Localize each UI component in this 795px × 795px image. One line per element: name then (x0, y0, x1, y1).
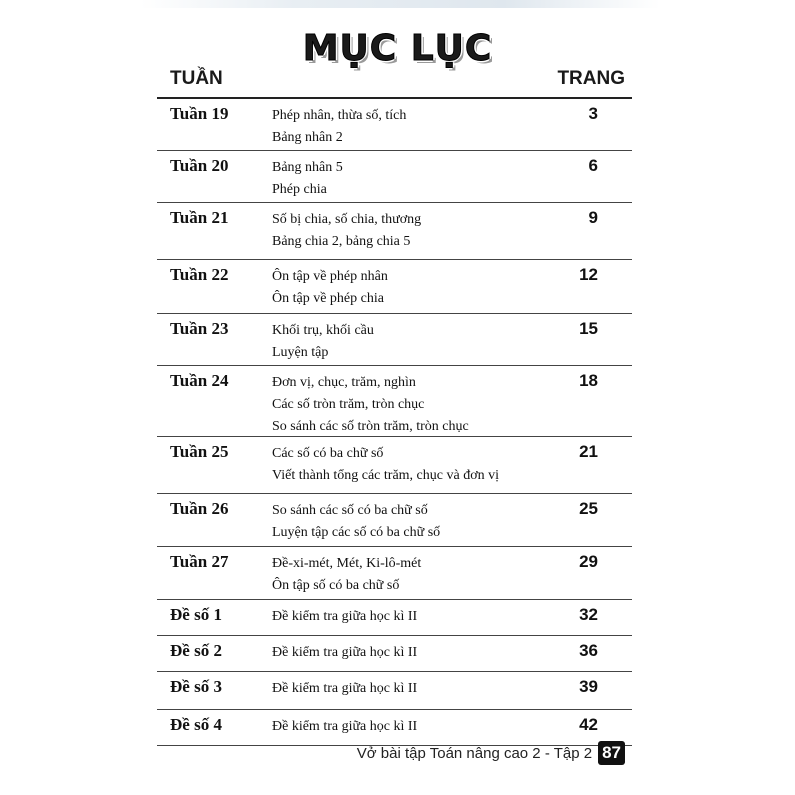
toc-row (157, 151, 632, 203)
toc-row-label: Tuần 27 (170, 552, 229, 571)
toc-row (157, 99, 632, 151)
toc-topic-line: Đề kiểm tra giữa học kì II (272, 719, 418, 734)
toc-row-page: 6 (588, 156, 598, 175)
page-footer (357, 741, 625, 765)
toc-row-topics (272, 606, 417, 628)
toc-row-page: 29 (579, 552, 598, 571)
footer-book-title: Vở bài tập Toán nâng cao 2 - Tập 2 (356, 744, 593, 762)
toc-topic-line: Phép nhân, thừa số, tích (272, 108, 407, 123)
toc-row-page: 42 (579, 715, 598, 734)
toc-topic-line: Bảng nhân 5 (272, 160, 343, 175)
toc-row (157, 636, 632, 672)
toc-row-label: Đề số 3 (170, 677, 222, 696)
toc-row-page: 15 (579, 319, 598, 338)
toc-row-page: 9 (588, 208, 598, 227)
toc-row-label: Đề số 4 (170, 715, 222, 734)
toc-topic-line: Đơn vị, chục, trăm, nghìn (272, 375, 416, 390)
toc-row-label: Tuần 24 (170, 371, 229, 390)
toc-row-topics (272, 553, 421, 597)
toc-row-page: 12 (579, 265, 598, 284)
toc-topic-line: Các số tròn trăm, tròn chục (272, 397, 425, 412)
toc-topic-line: Đề kiểm tra giữa học kì II (272, 645, 418, 660)
toc-row-topics (272, 678, 417, 700)
column-header-page: TRANG (557, 68, 625, 89)
toc-row-label: Tuần 19 (170, 104, 229, 123)
toc-row-page: 32 (579, 605, 598, 624)
toc-row-topics (272, 642, 417, 664)
toc-row-topics (272, 716, 417, 738)
toc-topic-line: Các số có ba chữ số (272, 446, 384, 461)
page-title (0, 28, 795, 69)
toc-topic-line: Luyện tập các số có ba chữ số (272, 525, 441, 540)
toc-row-label: Đề số 1 (170, 605, 222, 624)
toc-row (157, 547, 632, 600)
toc-row-page: 39 (579, 677, 598, 696)
toc-topic-line: Viết thành tổng các trăm, chục và đơn vị (272, 468, 499, 483)
toc-row (157, 437, 632, 494)
toc-topic-line: Luyện tập (272, 345, 329, 360)
toc-topic-line: Bảng chia 2, bảng chia 5 (272, 234, 411, 249)
toc-row-page: 18 (579, 371, 598, 390)
toc-row-topics (272, 320, 374, 364)
toc-row (157, 600, 632, 636)
toc-row-label: Tuần 23 (170, 319, 229, 338)
toc-row-topics (272, 372, 469, 438)
toc-row-topics (272, 443, 499, 487)
top-decoration (140, 0, 660, 8)
toc-row-label: Đề số 2 (170, 641, 222, 660)
toc-topic-line: Đề-xi-mét, Mét, Ki-lô-mét (272, 556, 422, 571)
toc-row (157, 203, 632, 260)
toc-row-topics (272, 266, 388, 310)
toc-topic-line: Ôn tập số có ba chữ số (272, 578, 400, 593)
toc-row (157, 672, 632, 710)
toc-topic-line: Khối trụ, khối cầu (272, 323, 374, 338)
toc-row-label: Tuần 26 (170, 499, 229, 518)
toc-row-label: Tuần 22 (170, 265, 229, 284)
toc-topic-line: Ôn tập về phép chia (272, 291, 384, 306)
toc-row-label: Tuần 20 (170, 156, 229, 175)
column-header-week: TUẦN (170, 68, 223, 89)
toc-row-label: Tuần 25 (170, 442, 229, 461)
toc-row (157, 260, 632, 314)
toc-row (157, 366, 632, 437)
toc-table (157, 99, 632, 746)
footer-page-number: 87 (598, 741, 625, 765)
toc-row-topics (272, 209, 421, 253)
toc-row-page: 25 (579, 499, 598, 518)
toc-row-topics (272, 105, 406, 149)
toc-topic-line: Đề kiểm tra giữa học kì II (272, 681, 418, 696)
toc-topic-line: So sánh các số có ba chữ số (272, 503, 428, 518)
toc-row-label: Tuần 21 (170, 208, 229, 227)
toc-topic-line: Số bị chia, số chia, thương (272, 212, 422, 227)
toc-topic-line: So sánh các số tròn trăm, tròn chục (272, 419, 469, 434)
toc-topic-line: Ôn tập về phép nhân (272, 269, 388, 284)
toc-row-page: 36 (579, 641, 598, 660)
toc-row (157, 494, 632, 547)
toc-row-topics (272, 157, 343, 201)
toc-row-topics (272, 500, 440, 544)
toc-topic-line: Đề kiểm tra giữa học kì II (272, 609, 418, 624)
toc-row-page: 3 (588, 104, 598, 123)
toc-topic-line: Bảng nhân 2 (272, 130, 343, 145)
page-title-text: MỤC LỤC (302, 28, 493, 69)
toc-topic-line: Phép chia (272, 182, 327, 197)
toc-row (157, 314, 632, 366)
toc-row-page: 21 (579, 442, 598, 461)
